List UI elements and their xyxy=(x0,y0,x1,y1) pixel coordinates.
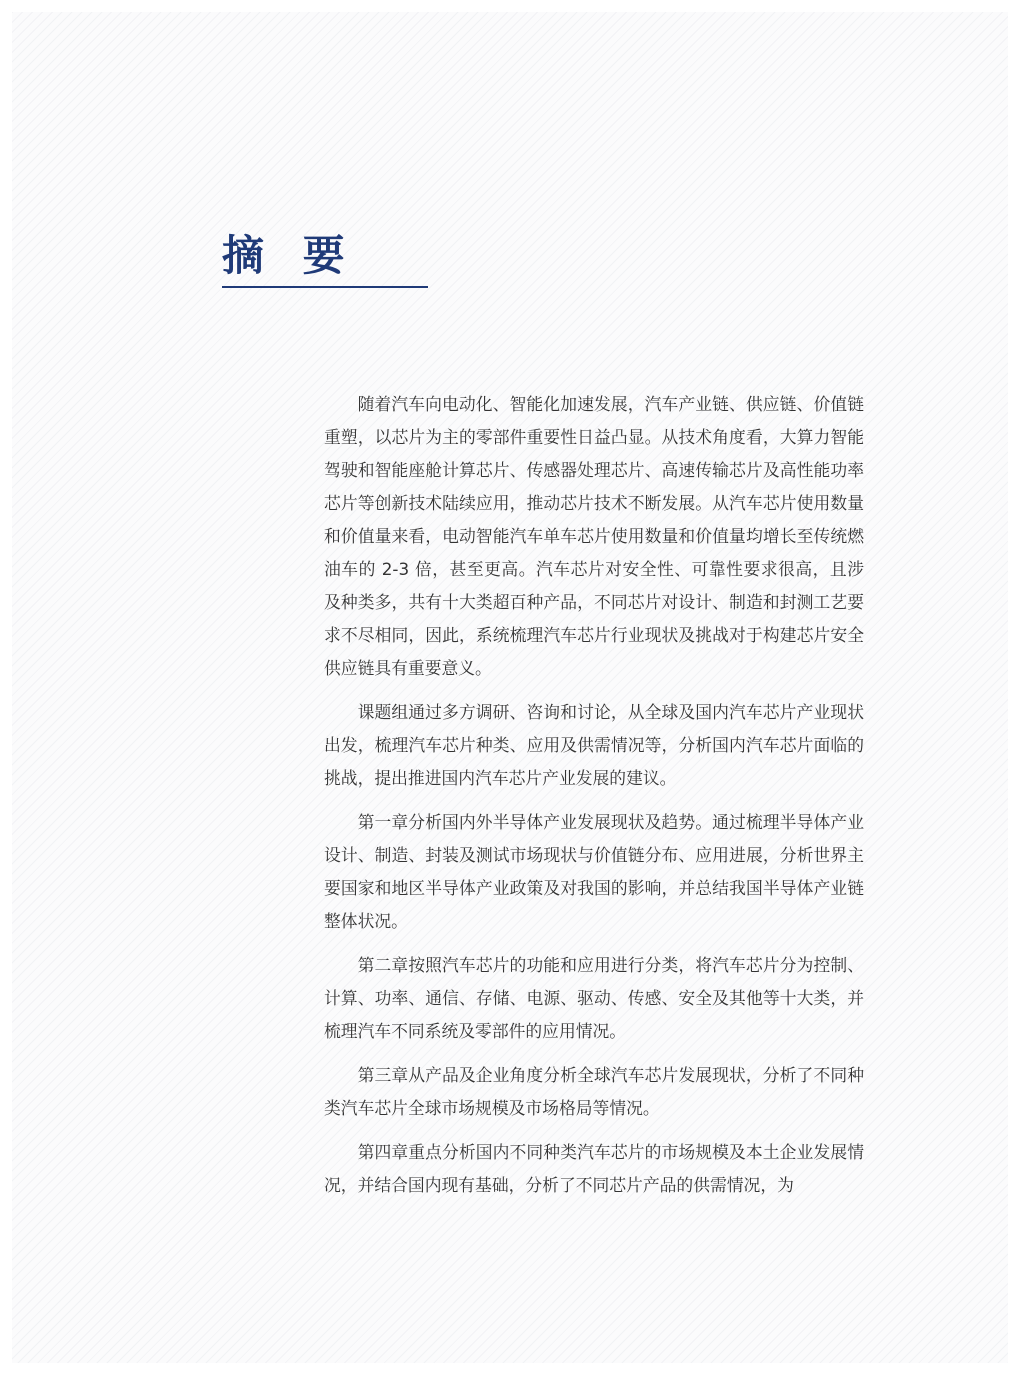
title-underline xyxy=(222,286,428,288)
paragraph-3: 第一章分析国内外半导体产业发展现状及趋势。通过梳理半导体产业设计、制造、封装及测试市场现状与价值链分布、应用进展，分析世界主要国家和地区半导体产业政策及对我国的影响，并总结我国半导体产业链整体状况。 xyxy=(324,812,864,931)
abstract-body xyxy=(324,388,864,1213)
page-title: 摘 要 xyxy=(222,231,357,280)
paragraph-1: 随着汽车向电动化、智能化加速发展，汽车产业链、供应链、价值链重塑，以芯片为主的零部件重要性日益凸显。从技术角度看，大算力智能驾驶和智能座舱计算芯片、传感器处理芯片、高速传输芯片及高性能功率芯片等创新技术陆续应用，推动芯片技术不断发展。从汽车芯片使用数量和价值量来看，电动智能汽车单车芯片使用数量和价值量均增长至传统燃油车的 2-3 倍，甚至更高。汽车芯片对安全性、可靠性要求很高，且涉及种类多，共有十大类超百种产品，不同芯片对设计、制造和封测工艺要求不尽相同，因此，系统梳理汽车芯片行业现状及挑战对于构建芯片安全供应链具有重要意义。 xyxy=(324,394,864,678)
paragraph-5: 第三章从产品及企业角度分析全球汽车芯片发展现状，分析了不同种类汽车芯片全球市场规模及市场格局等情况。 xyxy=(324,1065,864,1118)
paragraph-6: 第四章重点分析国内不同种类汽车芯片的市场规模及本土企业发展情况，并结合国内现有基础，分析了不同芯片产品的供需情况，为 xyxy=(324,1142,864,1195)
paragraph-2: 课题组通过多方调研、咨询和讨论，从全球及国内汽车芯片产业现状出发，梳理汽车芯片种类、应用及供需情况等，分析国内汽车芯片面临的挑战，提出推进国内汽车芯片产业发展的建议。 xyxy=(324,702,864,788)
paragraph-4: 第二章按照汽车芯片的功能和应用进行分类，将汽车芯片分为控制、计算、功率、通信、存储、电源、驱动、传感、安全及其他等十大类，并梳理汽车不同系统及零部件的应用情况。 xyxy=(324,955,864,1041)
